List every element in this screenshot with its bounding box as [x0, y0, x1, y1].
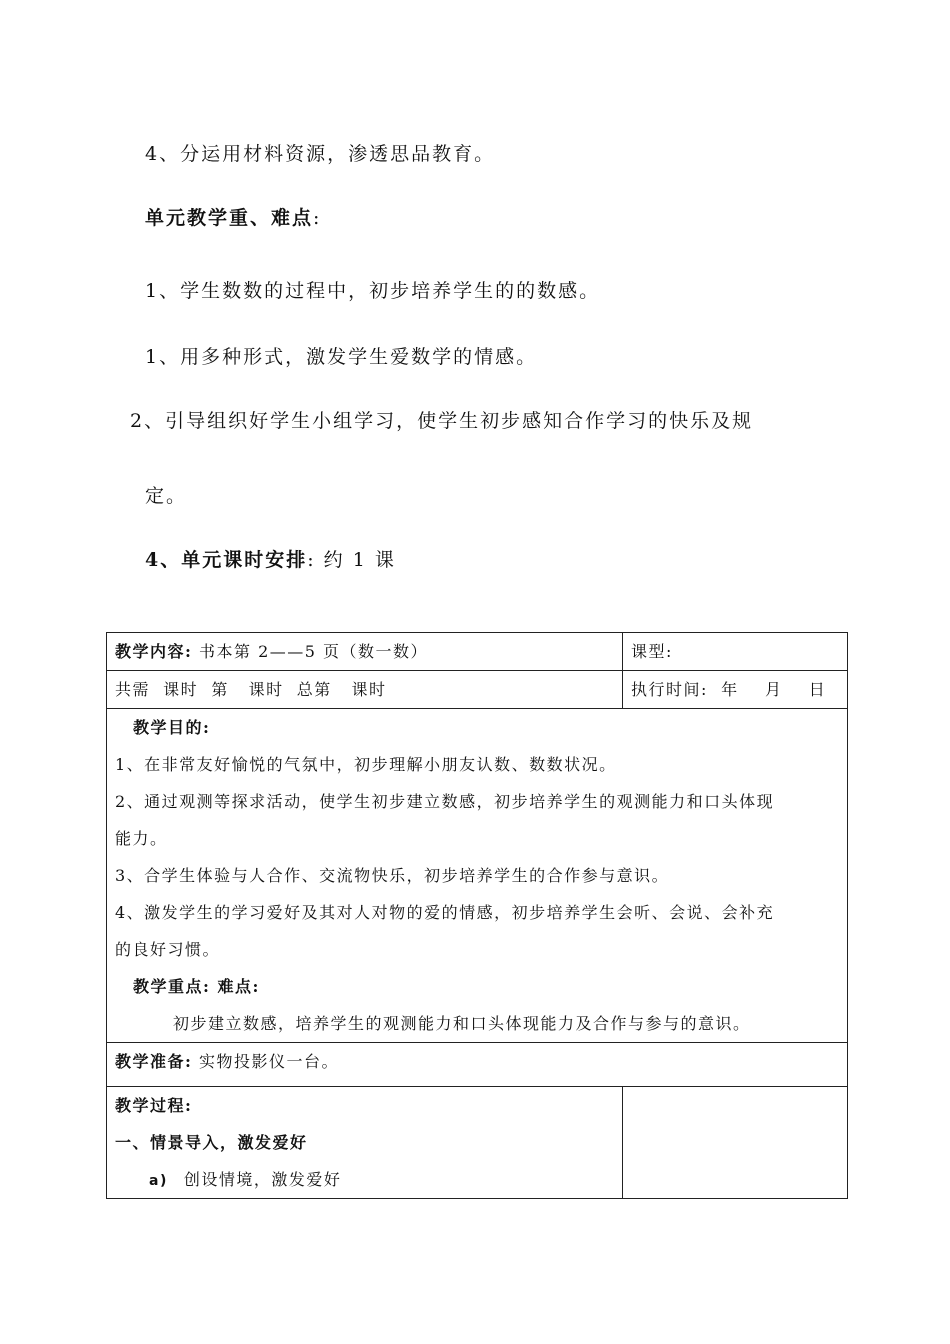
sub-item [115, 1161, 614, 1198]
process-cell [107, 1087, 623, 1199]
content-row [107, 633, 848, 671]
key-points-heading: 教学重点: 难点: [133, 977, 260, 996]
section-heading-colon: : [313, 207, 322, 229]
objective-line: 能力。 [115, 829, 168, 848]
objective-line: 1、在非常友好愉悦的气氛中，初步理解小朋友认数、数数状况。 [115, 755, 617, 774]
sub-item-marker: a) [149, 1173, 168, 1189]
schedule-line [145, 545, 396, 572]
prep-label: 教学准备: [115, 1052, 193, 1071]
objective-line: 3、合学生体验与人合作、交流物快乐，初步培养学生的合作参与意识。 [115, 866, 670, 885]
hours-text: 共需 课时 第 课时 总第 课时 [115, 680, 387, 699]
sub-item-text: 创设情境，激发爱好 [183, 1170, 342, 1189]
point-1: 1、学生数数的过程中，初步培养学生的的数感。 [145, 280, 601, 302]
step-one: 一、情景导入，激发爱好 [115, 1133, 308, 1152]
prep-row [107, 1043, 848, 1087]
type-label: 课型: [631, 642, 673, 661]
prep-value: 实物投影仪一台。 [192, 1052, 340, 1071]
objective-line: 的良好习惯。 [115, 940, 221, 959]
hours-cell [107, 671, 623, 709]
content-label: 教学内容: [115, 642, 193, 661]
process-row [107, 1087, 848, 1199]
section-heading [145, 203, 321, 230]
exec-time-cell [623, 671, 848, 709]
schedule-value: : 约 1 课 [307, 549, 396, 571]
objectives-heading: 教学目的: [133, 718, 211, 737]
hours-row [107, 671, 848, 709]
objective-line: 2、通过观测等探求活动，使学生初步建立数感，初步培养学生的观测能力和口头体现 [115, 792, 775, 811]
process-notes-cell [623, 1087, 848, 1199]
line-4: 4、分运用材料资源，渗透思品教育。 [145, 143, 496, 165]
objective-line: 4、激发学生的学习爱好及其对人对物的爱的情感，初步培养学生会听、会说、会补充 [115, 903, 775, 922]
section-heading-title: 单元教学重、难点 [145, 207, 314, 229]
content-cell [107, 633, 623, 671]
point-2-continuation: 定。 [145, 485, 188, 507]
type-cell [623, 633, 848, 671]
content-value: 书本第 2——5 页（数一数） [192, 642, 429, 661]
prep-cell [107, 1043, 848, 1087]
process-heading: 教学过程: [115, 1096, 193, 1115]
lesson-plan-table [106, 632, 848, 1199]
exec-time-text: 执行时间: 年 月 日 [631, 680, 827, 699]
objectives-row [107, 709, 848, 1043]
schedule-label: 4、单元课时安排 [145, 549, 308, 571]
objectives-cell [107, 709, 848, 1043]
key-points-text: 初步建立数感，培养学生的观测能力和口头体现能力及合作与参与的意识。 [173, 1014, 751, 1033]
point-2: 2、引导组织好学生小组学习，使学生初步感知合作学习的快乐及规 [130, 410, 754, 432]
point-1b: 1、用多种形式，激发学生爱数学的情感。 [145, 346, 538, 368]
